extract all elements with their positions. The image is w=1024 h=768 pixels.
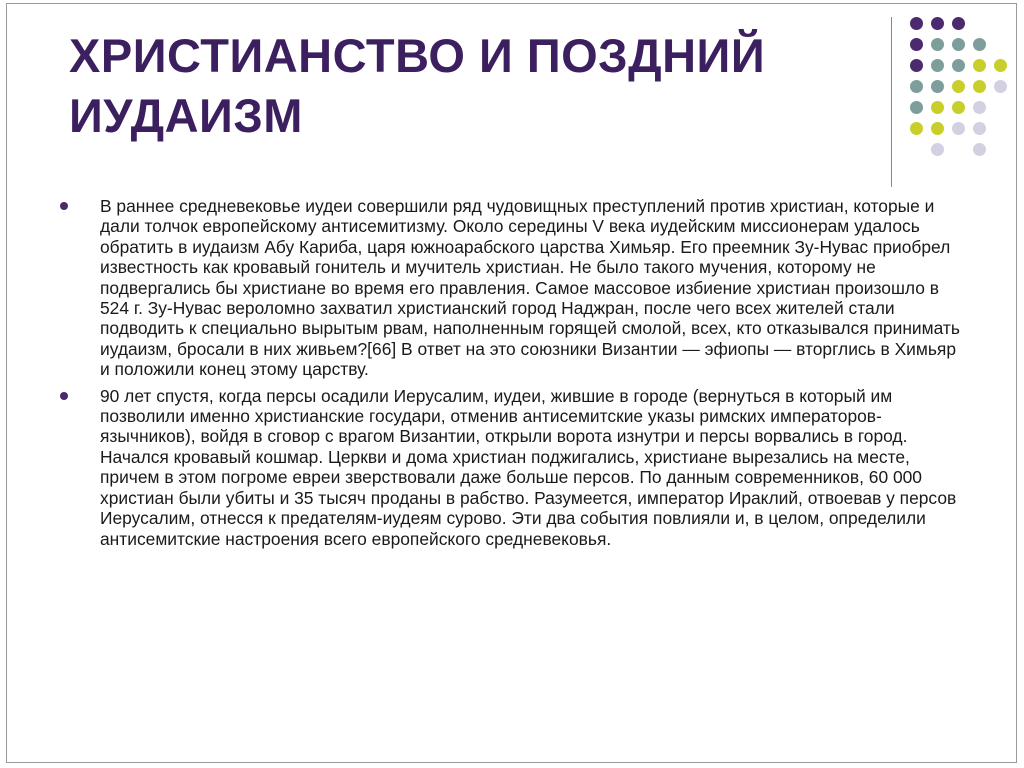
slide-title-line-1: ХРИСТИАНСТВО И ПОЗДНИЙ [69, 29, 766, 82]
slide-title [69, 26, 889, 146]
bullet-icon [60, 392, 68, 400]
bullet-text: 90 лет спустя, когда персы осадили Иерусалим, иудеи, жившие в городе (вернуться в который им позволили именно христианские государи, отменив антисемитские указы римских императоров-язычников), войдя в сговор с врагом Византии, открыли ворота изнутри и персы ворвались в город. Начался кровавый кошмар. Церкви и дома христиан поджигались, христиане вырезались на месте, причем в этом погроме евреи зверствовали даже больше персов. По данным современников, 60 000 христиан были убиты и 35 тысяч проданы в рабство. Разумеется, император Ираклий, отвоевав у персов Иерусалим, отнесся к предателям-иудеям сурово. Эти два события повлияли и, в целом, определили антисемитские настроения всего европейского средневековья. [100, 385, 957, 549]
slide-title-line-2: ИУДАИЗМ [69, 89, 303, 142]
bullet-text: В раннее средневековье иудеи совершили ряд чудовищных преступлений против христиан, которые и дали толчок европейскому антисемитизму. Около середины V века иудейским миссионерам удалось обратить в иудаизм Абу Кариба, царя южноарабского царства Химьяр. Его преемник Зу-Нувас приобрел известность как кровавый гонитель и мучитель христиан. Не было такого мучения, которому не подвергались бы христиане во время его правления. Самое массовое избиение христиан произошло в 524 г. Зу-Нувас вероломно захватил христианский город Наджран, после чего всех жителей стали подводить к специально вырытым рвам, наполненным горящей смолой, всех, кто отказывался принимать иудаизм, бросали в них живьем?[66] В ответ на это союзники Византии — эфиопы — вторглись в Химьяр и положили конец этому царству. [100, 196, 960, 380]
bullet-list [60, 196, 960, 555]
bullet-icon [60, 202, 68, 210]
bullet-item [60, 196, 960, 380]
bullet-item [60, 386, 960, 549]
title-divider [891, 17, 892, 187]
